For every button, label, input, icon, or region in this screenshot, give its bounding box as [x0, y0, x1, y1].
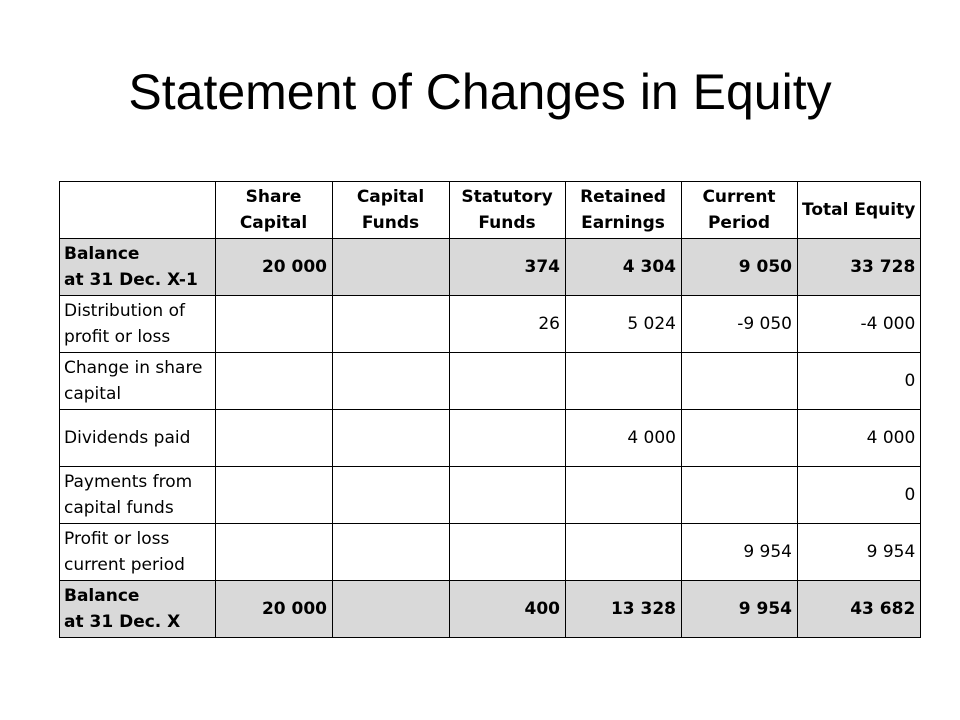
cell-statutory-funds	[450, 410, 566, 467]
row-label-line: Balance	[64, 244, 140, 264]
header-line: Funds	[361, 213, 420, 233]
header-line: Retained	[580, 187, 666, 207]
cell-total-equity: 33 728	[798, 239, 921, 296]
cell-capital-funds	[333, 524, 450, 581]
cell-share-capital: 20 000	[216, 239, 333, 296]
header-retained-earnings	[566, 182, 682, 239]
row-label-line: capital	[64, 384, 122, 404]
cell-current-period: 9 954	[682, 524, 798, 581]
table-row	[60, 296, 921, 353]
row-label-line: capital funds	[64, 498, 174, 518]
header-empty	[60, 182, 216, 239]
table-row	[60, 524, 921, 581]
row-label-line: Profit or loss	[64, 529, 170, 549]
row-label	[60, 524, 216, 581]
cell-capital-funds	[333, 296, 450, 353]
header-line: Total Equity	[802, 200, 916, 220]
cell-statutory-funds	[450, 467, 566, 524]
cell-total-equity: -4 000	[798, 296, 921, 353]
table-row-balance-closing	[60, 581, 921, 638]
cell-capital-funds	[333, 353, 450, 410]
header-line: Funds	[478, 213, 536, 233]
header-current-period	[682, 182, 798, 239]
cell-capital-funds	[333, 410, 450, 467]
header-line: Period	[707, 213, 771, 233]
cell-statutory-funds	[450, 524, 566, 581]
cell-current-period	[682, 353, 798, 410]
cell-retained-earnings: 4 000	[566, 410, 682, 467]
row-label	[60, 353, 216, 410]
row-label-line: Distribution of	[64, 301, 185, 321]
cell-retained-earnings	[566, 524, 682, 581]
row-label-line: Change in share	[64, 358, 203, 378]
header-capital-funds	[333, 182, 450, 239]
header-line: Current	[702, 187, 776, 207]
cell-current-period	[682, 410, 798, 467]
cell-total-equity: 9 954	[798, 524, 921, 581]
cell-capital-funds	[333, 581, 450, 638]
cell-current-period	[682, 467, 798, 524]
header-line: Share	[245, 187, 302, 207]
cell-share-capital: 20 000	[216, 581, 333, 638]
cell-share-capital	[216, 524, 333, 581]
header-statutory-funds	[450, 182, 566, 239]
row-label	[60, 581, 216, 638]
cell-total-equity: 4 000	[798, 410, 921, 467]
cell-retained-earnings: 4 304	[566, 239, 682, 296]
header-row	[60, 182, 921, 239]
cell-capital-funds	[333, 467, 450, 524]
cell-share-capital	[216, 467, 333, 524]
cell-total-equity: 0	[798, 353, 921, 410]
table-row	[60, 410, 921, 467]
cell-statutory-funds: 374	[450, 239, 566, 296]
row-label	[60, 410, 216, 467]
cell-retained-earnings	[566, 467, 682, 524]
header-total-equity	[798, 182, 921, 239]
table-row	[60, 467, 921, 524]
header-line: Statutory	[461, 187, 553, 207]
cell-share-capital	[216, 353, 333, 410]
cell-retained-earnings: 5 024	[566, 296, 682, 353]
cell-share-capital	[216, 410, 333, 467]
cell-current-period: 9 954	[682, 581, 798, 638]
row-label-line: at 31 Dec. X	[64, 612, 181, 632]
row-label	[60, 239, 216, 296]
row-label-line: at 31 Dec. X-1	[64, 270, 198, 290]
header-line: Capital	[356, 187, 425, 207]
cell-statutory-funds: 400	[450, 581, 566, 638]
cell-current-period: 9 050	[682, 239, 798, 296]
header-share-capital	[216, 182, 333, 239]
row-label-line: Balance	[64, 586, 140, 606]
row-label-line: Payments from	[64, 472, 193, 492]
row-label	[60, 296, 216, 353]
table-row	[60, 353, 921, 410]
cell-capital-funds	[333, 239, 450, 296]
cell-statutory-funds: 26	[450, 296, 566, 353]
cell-total-equity: 43 682	[798, 581, 921, 638]
cell-retained-earnings	[566, 353, 682, 410]
cell-total-equity: 0	[798, 467, 921, 524]
row-label-line: profit or loss	[64, 327, 171, 347]
row-label	[60, 467, 216, 524]
cell-share-capital	[216, 296, 333, 353]
table-row-balance-opening	[60, 239, 921, 296]
row-label-line: Dividends paid	[64, 428, 191, 448]
cell-retained-earnings: 13 328	[566, 581, 682, 638]
cell-statutory-funds	[450, 353, 566, 410]
header-line: Earnings	[581, 213, 665, 233]
row-label-line: current period	[64, 555, 185, 575]
cell-current-period: -9 050	[682, 296, 798, 353]
header-line: Capital	[239, 213, 308, 233]
slide-title: Statement of Changes in Equity	[128, 64, 832, 120]
equity-table	[59, 181, 921, 638]
